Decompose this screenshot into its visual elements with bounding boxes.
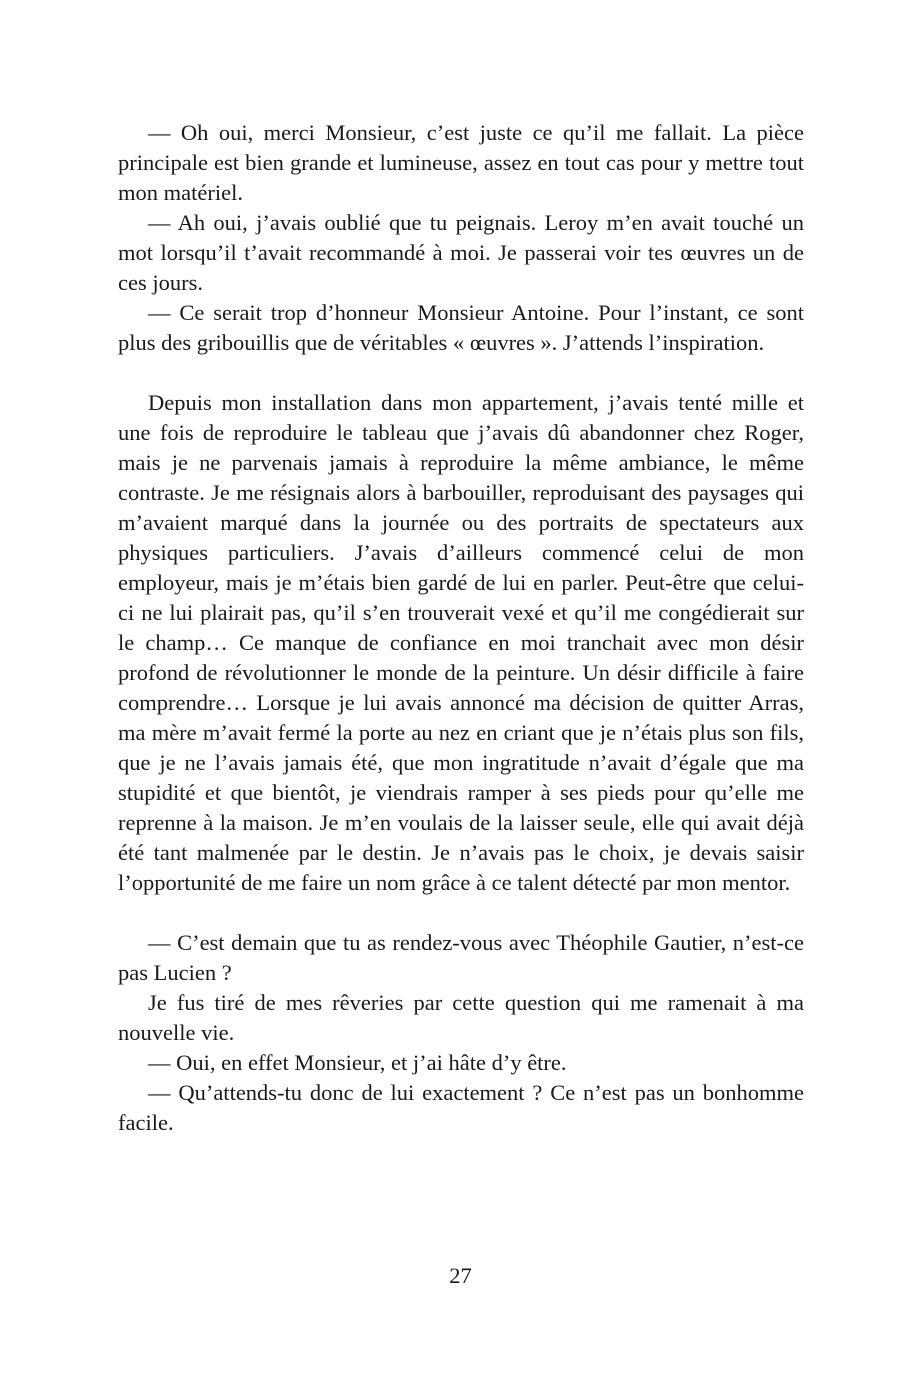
- page-body: [118, 118, 804, 1138]
- dialogue-paragraph: — Oui, en effet Monsieur, et j’ai hâte d’y être.: [148, 1050, 567, 1075]
- page-number: 27: [449, 1263, 472, 1288]
- dialogue-paragraph: — Ah oui, j’avais oublié que tu peignais. Leroy m’en avait touché un mot lorsqu’il t’avait recommandé à moi. Je passerai voir tes œuvres un de ces jours.: [118, 210, 804, 295]
- dialogue-paragraph: — Qu’attends-tu donc de lui exactement ? Ce n’est pas un bonhomme facile.: [118, 1080, 804, 1135]
- dialogue-paragraph: — C’est demain que tu as rendez-vous avec Théophile Gautier, n’est-ce pas Lucien ?: [118, 930, 804, 985]
- narrative-paragraph: Je fus tiré de mes rêveries par cette question qui me ramenait à ma nouvelle vie.: [118, 990, 804, 1045]
- narrative-paragraph: Depuis mon installation dans mon appartement, j’avais tenté mille et une fois de reproduire le tableau que j’avais dû abandonner chez Roger, mais je ne parvenais jamais à reproduire la même ambiance, le même contraste. Je me résignais alors à barbouiller, reproduisant des paysages qui m’avaient marqué dans la journée ou des portraits de spectateurs aux physiques particuliers. J’avais d’ailleurs commencé celui de mon employeur, mais je m’étais bien gardé de lui en parler. Peut-être que celui-ci ne lui plairait pas, qu’il s’en trouverait vexé et qu’il me congédierait sur le champ… Ce manque de confiance en moi tranchait avec mon désir profond de révolutionner le monde de la peinture. Un désir difficile à faire comprendre… Lorsque je lui avais annoncé ma décision de quitter Arras, ma mère m’avait fermé la porte au nez en criant que je n’étais plus son fils, que je ne l’avais jamais été, que mon ingratitude n’avait d’égale que ma stupidité et que bientôt, je viendrais ramper à ses pieds pour qu’elle me reprenne à la maison. Je m’en voulais de la laisser seule, elle qui avait déjà été tant malmenée par le destin. Je n’avais pas le choix, je devais saisir l’opportunité de me faire un nom grâce à ce talent détecté par mon mentor.: [118, 390, 804, 895]
- dialogue-paragraph: — Oh oui, merci Monsieur, c’est juste ce qu’il me fallait. La pièce principale est bien grande et lumineuse, assez en tout cas pour y mettre tout mon matériel.: [118, 120, 804, 205]
- dialogue-paragraph: — Ce serait trop d’honneur Monsieur Antoine. Pour l’instant, ce sont plus des gribouillis que de véritables « œuvres ». J’attends l’inspiration.: [118, 300, 804, 355]
